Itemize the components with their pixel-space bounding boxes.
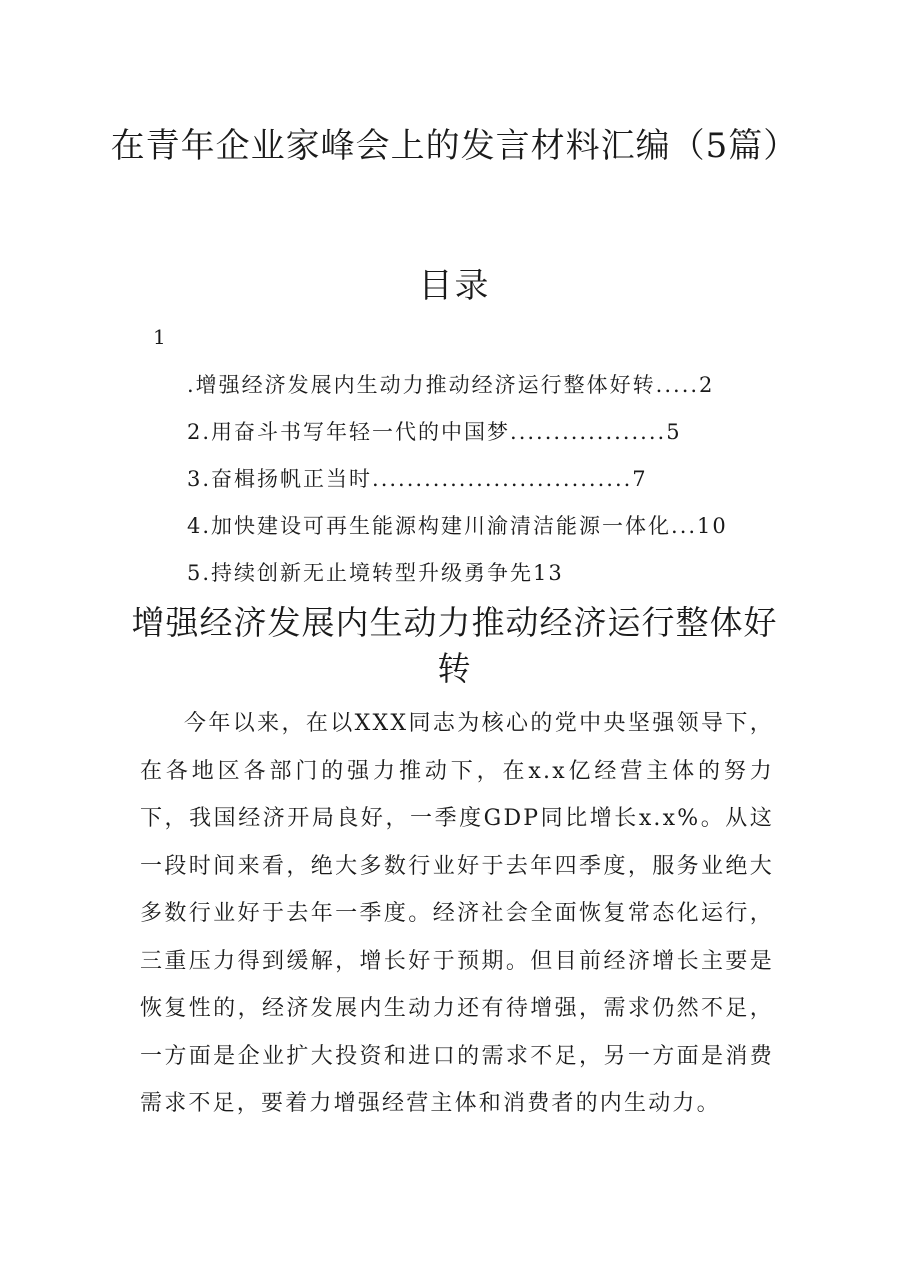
body-paragraph: 今年以来，在以XXX同志为核心的党中央坚强领导下，在各地区各部门的强力推动下，在x.x亿经营主体的努力下，我国经济开局良好，一季度GDP同比增长x.x%。从这一段时间来看，绝大多数行业好于去年四季度，服务业绝大多数行业好于去年一季度。经济社会全面恢复常态化运行，三重压力得到缓解，增长好于预期。但目前经济增长主要是恢复性的，经济发展内生动力还有待增强，需求仍然不足，一方面是企业扩大投资和进口的需求不足，另一方面是消费需求不足，要着力增强经营主体和消费者的内生动力。: [140, 711, 774, 1116]
toc-item-3[interactable]: 3.奋楫扬帆正当时..............................7: [187, 467, 648, 491]
toc-item-5[interactable]: 5.持续创新无止境转型升级勇争先13: [187, 561, 564, 585]
toc-leading-number: 1: [153, 325, 166, 349]
document-title: 在青年企业家峰会上的发言材料汇编（5篇）: [110, 126, 799, 166]
section-title: 增强经济发展内生动力推动经济运行整体好转: [131, 603, 778, 688]
toc-item-2[interactable]: 2.用奋斗书写年轻一代的中国梦..................5: [187, 420, 682, 444]
toc-item-1[interactable]: .增强经济发展内生动力推动经济运行整体好转.....2: [187, 373, 715, 397]
toc-heading: 目录: [418, 266, 491, 306]
toc-item-4[interactable]: 4.加快建设可再生能源构建川渝清洁能源一体化...10: [187, 514, 728, 538]
table-of-contents: [187, 362, 777, 597]
